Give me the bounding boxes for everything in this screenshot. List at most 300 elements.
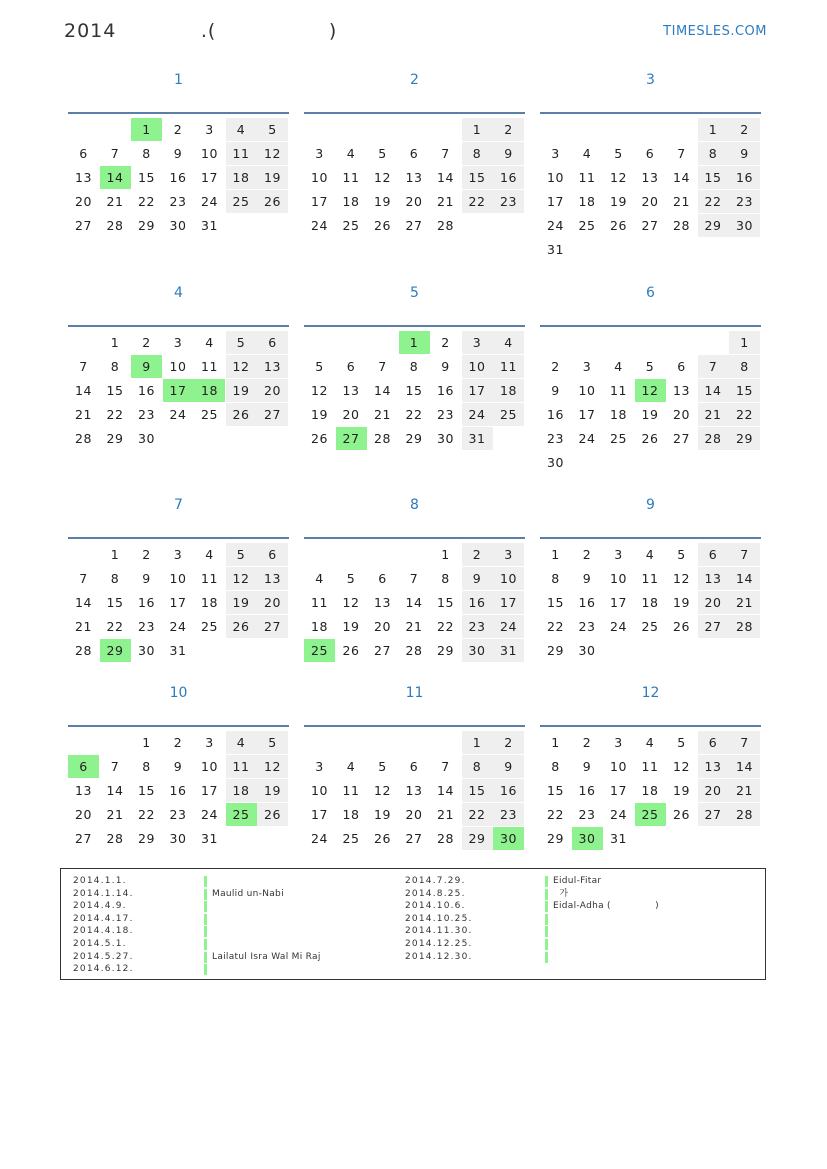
day-cell: 21 xyxy=(106,807,124,822)
day-cell: 31 xyxy=(169,643,187,658)
day-cell: 15 xyxy=(138,783,155,798)
holiday-date: 2014.10.25. xyxy=(405,913,473,924)
holiday-date: 2014.4.18. xyxy=(73,926,134,937)
day-cell: 9 xyxy=(173,146,183,161)
day-cell: 17 xyxy=(462,379,493,402)
day-cell: 14 xyxy=(405,595,423,610)
day-cell: 7 xyxy=(729,731,760,754)
day-cell: 5 xyxy=(378,759,387,774)
month-title: 2 xyxy=(410,72,419,88)
holiday-marker xyxy=(545,901,548,912)
day-cell: 2 xyxy=(582,547,592,562)
day-cell: 12 xyxy=(226,567,257,590)
day-cell: 4 xyxy=(205,335,214,350)
day-cell: 2 xyxy=(173,735,183,750)
day-cell: 6 xyxy=(677,359,686,374)
day-cell: 4 xyxy=(645,547,655,562)
day-cell: 10 xyxy=(462,355,493,378)
day-cell: 9 xyxy=(551,383,560,398)
day-cell: 15 xyxy=(106,383,124,398)
day-cell: 3 xyxy=(493,543,524,566)
holiday-date: 2014.7.29. xyxy=(405,876,466,886)
day-cell: 16 xyxy=(493,779,524,802)
holiday-date: 2014.12.25. xyxy=(405,938,473,949)
day-cell: 12 xyxy=(342,595,360,610)
day-cell: 25 xyxy=(641,619,659,634)
day-cell-holiday: 1 xyxy=(399,331,430,354)
day-cell: 6 xyxy=(257,331,288,354)
day-cell: 16 xyxy=(578,595,596,610)
day-cell: 7 xyxy=(729,543,760,566)
day-cell: 6 xyxy=(698,731,729,754)
day-cell: 14 xyxy=(437,170,454,185)
day-cell: 19 xyxy=(673,783,690,798)
day-cell: 21 xyxy=(374,407,391,422)
month-title: 7 xyxy=(174,497,183,513)
holiday-list xyxy=(60,868,766,980)
day-cell: 16 xyxy=(547,407,564,422)
day-cell: 23 xyxy=(729,190,760,213)
holiday-marker xyxy=(204,952,207,963)
day-cell: 13 xyxy=(698,755,729,778)
month-title: 4 xyxy=(174,285,183,301)
day-cell: 5 xyxy=(257,731,288,754)
day-cell: 31 xyxy=(493,639,524,662)
day-cell: 21 xyxy=(75,407,92,422)
day-cell: 27 xyxy=(257,403,288,426)
day-cell: 14 xyxy=(75,595,92,610)
day-cell: 6 xyxy=(257,543,288,566)
day-cell: 10 xyxy=(201,146,218,161)
day-cell: 10 xyxy=(311,170,328,185)
day-cell: 16 xyxy=(578,783,596,798)
day-cell: 1 xyxy=(441,547,450,562)
day-cell: 5 xyxy=(257,118,288,141)
day-cell: 26 xyxy=(226,615,257,638)
day-cell: 4 xyxy=(226,118,257,141)
day-cell: 6 xyxy=(698,543,729,566)
day-cell: 25 xyxy=(201,407,218,422)
day-cell: 10 xyxy=(610,571,627,586)
holiday-marker xyxy=(204,914,207,925)
day-cell-holiday: 30 xyxy=(493,827,524,850)
day-cell: 8 xyxy=(462,755,493,778)
day-cell: 28 xyxy=(698,427,729,450)
day-cell: 7 xyxy=(110,759,120,774)
site-link[interactable]: TIMESLES.COM xyxy=(663,24,767,39)
day-cell: 30 xyxy=(547,455,564,470)
day-cell: 3 xyxy=(582,359,592,374)
day-cell: 20 xyxy=(75,194,92,209)
day-cell: 4 xyxy=(614,359,623,374)
day-cell: 8 xyxy=(551,571,560,586)
day-cell: 22 xyxy=(462,190,493,213)
month-divider xyxy=(304,112,525,114)
day-cell: 11 xyxy=(342,783,360,798)
day-cell: 28 xyxy=(729,615,760,638)
day-cell: 3 xyxy=(173,547,183,562)
day-cell: 29 xyxy=(138,218,155,233)
day-cell: 17 xyxy=(311,807,328,822)
day-cell-holiday: 30 xyxy=(572,827,603,850)
day-cell: 9 xyxy=(582,571,592,586)
holiday-marker xyxy=(204,901,207,912)
day-cell: 24 xyxy=(462,403,493,426)
day-cell: 19 xyxy=(374,194,391,209)
day-cell: 22 xyxy=(405,407,423,422)
month-title: 5 xyxy=(410,285,419,301)
day-cell: 22 xyxy=(106,407,124,422)
day-cell: 14 xyxy=(437,783,454,798)
holiday-marker xyxy=(545,876,548,887)
day-cell: 23 xyxy=(493,803,524,826)
day-cell: 17 xyxy=(610,783,627,798)
day-cell: 22 xyxy=(138,194,155,209)
day-cell: 30 xyxy=(462,639,493,662)
day-cell: 2 xyxy=(142,547,151,562)
day-cell: 15 xyxy=(729,379,760,402)
day-cell: 13 xyxy=(257,567,288,590)
day-cell: 28 xyxy=(106,831,124,846)
holiday-marker xyxy=(545,952,548,963)
day-cell: 29 xyxy=(547,643,564,658)
day-cell: 3 xyxy=(462,331,493,354)
day-cell: 26 xyxy=(374,218,391,233)
day-cell: 15 xyxy=(405,383,423,398)
day-cell: 3 xyxy=(315,759,324,774)
day-cell: 17 xyxy=(493,591,524,614)
day-cell: 10 xyxy=(169,359,187,374)
day-cell: 19 xyxy=(342,619,360,634)
day-cell: 5 xyxy=(315,359,324,374)
day-cell: 24 xyxy=(610,619,627,634)
day-cell: 20 xyxy=(257,379,288,402)
day-cell: 26 xyxy=(673,619,690,634)
day-cell: 25 xyxy=(201,619,218,634)
day-cell: 23 xyxy=(578,619,596,634)
day-cell: 27 xyxy=(673,431,690,446)
day-cell: 10 xyxy=(311,783,328,798)
month-divider xyxy=(304,537,525,539)
day-cell: 8 xyxy=(729,355,760,378)
day-cell: 1 xyxy=(729,331,760,354)
day-cell: 29 xyxy=(138,831,155,846)
day-cell: 10 xyxy=(610,759,627,774)
day-cell: 16 xyxy=(169,783,187,798)
day-cell: 17 xyxy=(610,595,627,610)
day-cell: 29 xyxy=(437,643,454,658)
day-cell: 25 xyxy=(493,403,524,426)
holiday-name: Maulid un-Nabi xyxy=(212,888,284,899)
day-cell: 18 xyxy=(578,194,596,209)
day-cell: 22 xyxy=(698,190,729,213)
day-cell: 15 xyxy=(138,170,155,185)
day-cell: 13 xyxy=(405,783,423,798)
day-cell: 7 xyxy=(110,146,120,161)
day-cell: 25 xyxy=(610,431,627,446)
day-cell: 13 xyxy=(673,383,690,398)
day-cell: 12 xyxy=(226,355,257,378)
month-title: 1 xyxy=(174,72,183,88)
day-cell: 10 xyxy=(169,571,187,586)
day-cell: 25 xyxy=(226,190,257,213)
day-cell: 27 xyxy=(405,831,423,846)
day-cell: 11 xyxy=(493,355,524,378)
holiday-date: 2014.1.1. xyxy=(73,876,127,886)
day-cell: 10 xyxy=(578,383,596,398)
day-cell-holiday: 25 xyxy=(304,639,335,662)
month-title: 11 xyxy=(405,685,424,701)
day-cell: 21 xyxy=(437,807,454,822)
holiday-dates-right xyxy=(405,875,473,963)
day-cell: 24 xyxy=(547,218,564,233)
day-cell: 17 xyxy=(201,170,218,185)
day-cell: 29 xyxy=(462,827,493,850)
month-divider xyxy=(540,725,761,727)
holiday-marker xyxy=(204,964,207,975)
day-cell: 29 xyxy=(405,431,423,446)
day-cell: 26 xyxy=(641,431,659,446)
day-cell-holiday: 17 xyxy=(163,379,194,402)
day-cell: 5 xyxy=(378,146,387,161)
day-cell: 7 xyxy=(79,571,88,586)
day-cell: 7 xyxy=(409,571,419,586)
month-divider xyxy=(540,537,761,539)
day-cell: 22 xyxy=(547,807,564,822)
day-cell: 22 xyxy=(547,619,564,634)
day-cell: 13 xyxy=(342,383,360,398)
month-divider xyxy=(68,325,289,327)
day-cell: 2 xyxy=(582,735,592,750)
day-cell: 3 xyxy=(614,735,623,750)
day-cell: 3 xyxy=(205,735,214,750)
day-cell: 5 xyxy=(614,146,623,161)
day-cell: 8 xyxy=(551,759,560,774)
day-cell: 9 xyxy=(142,571,151,586)
day-cell: 19 xyxy=(226,379,257,402)
day-cell: 16 xyxy=(138,383,155,398)
day-cell: 18 xyxy=(342,194,360,209)
day-cell: 10 xyxy=(201,759,218,774)
day-cell: 21 xyxy=(698,403,729,426)
day-cell: 24 xyxy=(169,407,187,422)
holiday-name: Lailatul Isra Wal Mi Raj xyxy=(212,951,321,962)
day-cell: 8 xyxy=(698,142,729,165)
month-title: 3 xyxy=(646,72,655,88)
day-cell: 31 xyxy=(610,831,627,846)
day-cell: 2 xyxy=(142,335,151,350)
day-cell: 20 xyxy=(405,807,423,822)
holiday-dates-left xyxy=(73,875,134,976)
day-cell: 20 xyxy=(75,807,92,822)
day-cell: 17 xyxy=(201,783,218,798)
month-title: 12 xyxy=(641,685,660,701)
day-cell: 29 xyxy=(547,831,564,846)
day-cell: 24 xyxy=(169,619,187,634)
day-cell: 31 xyxy=(201,218,218,233)
holiday-date: 2014.4.17. xyxy=(73,913,134,924)
day-cell: 30 xyxy=(138,431,155,446)
day-cell: 19 xyxy=(257,166,288,189)
month-divider xyxy=(304,725,525,727)
day-cell: 12 xyxy=(673,759,690,774)
month-title: 9 xyxy=(646,497,655,513)
day-cell: 21 xyxy=(106,194,124,209)
day-cell: 28 xyxy=(437,218,454,233)
holiday-marker xyxy=(545,889,548,900)
day-cell: 18 xyxy=(226,166,257,189)
day-cell: 30 xyxy=(437,431,454,446)
day-cell: 24 xyxy=(610,807,627,822)
day-cell: 11 xyxy=(311,595,328,610)
day-cell: 27 xyxy=(698,803,729,826)
day-cell: 17 xyxy=(547,194,564,209)
holiday-marker xyxy=(545,939,548,950)
day-cell: 6 xyxy=(409,146,419,161)
day-cell: 28 xyxy=(75,643,92,658)
day-cell: 6 xyxy=(79,146,88,161)
day-cell: 7 xyxy=(677,146,686,161)
day-cell: 6 xyxy=(346,359,356,374)
day-cell: 25 xyxy=(342,218,360,233)
day-cell: 30 xyxy=(169,831,187,846)
month-title: 10 xyxy=(169,685,188,701)
day-cell: 28 xyxy=(106,218,124,233)
day-cell: 8 xyxy=(110,359,120,374)
holiday-marker xyxy=(204,926,207,937)
day-cell-holiday: 29 xyxy=(100,639,131,662)
page-title: 2014 .( ) xyxy=(64,20,338,42)
day-cell-holiday: 6 xyxy=(68,755,99,778)
day-cell: 30 xyxy=(729,214,760,237)
day-cell: 1 xyxy=(462,118,493,141)
day-cell: 26 xyxy=(257,803,288,826)
day-cell: 18 xyxy=(342,807,360,822)
day-cell: 29 xyxy=(729,427,760,450)
day-cell: 11 xyxy=(578,170,596,185)
day-cell: 28 xyxy=(405,643,423,658)
day-cell: 21 xyxy=(729,591,760,614)
day-cell: 16 xyxy=(437,383,454,398)
day-cell: 11 xyxy=(226,755,257,778)
day-cell: 16 xyxy=(462,591,493,614)
day-cell: 23 xyxy=(462,615,493,638)
day-cell: 1 xyxy=(551,547,560,562)
day-cell: 7 xyxy=(441,146,450,161)
day-cell: 12 xyxy=(257,755,288,778)
holiday-marker xyxy=(204,939,207,950)
holiday-date: 2014.11.30. xyxy=(405,926,473,937)
day-cell: 27 xyxy=(698,615,729,638)
day-cell: 1 xyxy=(110,547,120,562)
day-cell: 8 xyxy=(110,571,120,586)
day-cell-holiday: 14 xyxy=(100,166,131,189)
day-cell: 27 xyxy=(75,831,92,846)
day-cell: 16 xyxy=(493,166,524,189)
day-cell: 23 xyxy=(169,194,187,209)
day-cell: 11 xyxy=(201,359,218,374)
day-cell: 15 xyxy=(547,595,564,610)
day-cell: 26 xyxy=(342,643,360,658)
day-cell: 18 xyxy=(493,379,524,402)
day-cell: 28 xyxy=(374,431,391,446)
day-cell-holiday: 25 xyxy=(226,803,257,826)
day-cell: 23 xyxy=(138,619,155,634)
day-cell: 1 xyxy=(462,731,493,754)
day-cell: 20 xyxy=(342,407,360,422)
day-cell: 7 xyxy=(441,759,450,774)
day-cell: 1 xyxy=(142,735,151,750)
day-cell: 14 xyxy=(673,170,690,185)
day-cell: 6 xyxy=(645,146,655,161)
month-title: 8 xyxy=(410,497,419,513)
day-cell: 22 xyxy=(462,803,493,826)
day-cell: 4 xyxy=(315,571,324,586)
day-cell: 30 xyxy=(578,643,596,658)
day-cell: 14 xyxy=(729,567,760,590)
day-cell: 15 xyxy=(698,166,729,189)
day-cell: 31 xyxy=(462,427,493,450)
day-cell: 9 xyxy=(729,142,760,165)
day-cell: 8 xyxy=(441,571,450,586)
day-cell: 11 xyxy=(226,142,257,165)
day-cell: 13 xyxy=(698,567,729,590)
day-cell: 2 xyxy=(551,359,560,374)
day-cell: 4 xyxy=(346,759,356,774)
day-cell: 12 xyxy=(374,783,391,798)
day-cell: 2 xyxy=(441,335,450,350)
day-cell: 21 xyxy=(673,194,690,209)
day-cell: 2 xyxy=(729,118,760,141)
day-cell: 22 xyxy=(729,403,760,426)
holiday-name: 가 xyxy=(553,888,569,899)
day-cell: 27 xyxy=(374,643,391,658)
day-cell: 21 xyxy=(437,194,454,209)
day-cell: 2 xyxy=(493,118,524,141)
day-cell: 19 xyxy=(226,591,257,614)
month-divider xyxy=(540,112,761,114)
month-divider xyxy=(68,112,289,114)
day-cell: 12 xyxy=(374,170,391,185)
holiday-date: 2014.5.1. xyxy=(73,938,127,949)
day-cell: 11 xyxy=(610,383,627,398)
day-cell: 18 xyxy=(201,595,218,610)
day-cell: 30 xyxy=(169,218,187,233)
day-cell: 9 xyxy=(462,567,493,590)
day-cell: 13 xyxy=(75,170,92,185)
day-cell: 26 xyxy=(610,218,627,233)
day-cell: 21 xyxy=(729,779,760,802)
day-cell: 5 xyxy=(677,547,686,562)
day-cell: 16 xyxy=(138,595,155,610)
day-cell: 28 xyxy=(437,831,454,846)
day-cell: 1 xyxy=(110,335,120,350)
month-title: 6 xyxy=(646,285,655,301)
day-cell: 18 xyxy=(610,407,627,422)
day-cell: 15 xyxy=(106,595,124,610)
day-cell: 24 xyxy=(201,807,218,822)
day-cell: 27 xyxy=(641,218,659,233)
day-cell: 6 xyxy=(409,759,419,774)
day-cell: 4 xyxy=(582,146,592,161)
day-cell: 14 xyxy=(698,379,729,402)
day-cell: 22 xyxy=(437,619,454,634)
day-cell: 4 xyxy=(493,331,524,354)
day-cell: 26 xyxy=(673,807,690,822)
day-cell: 31 xyxy=(201,831,218,846)
day-cell: 5 xyxy=(226,543,257,566)
day-cell: 22 xyxy=(106,619,124,634)
